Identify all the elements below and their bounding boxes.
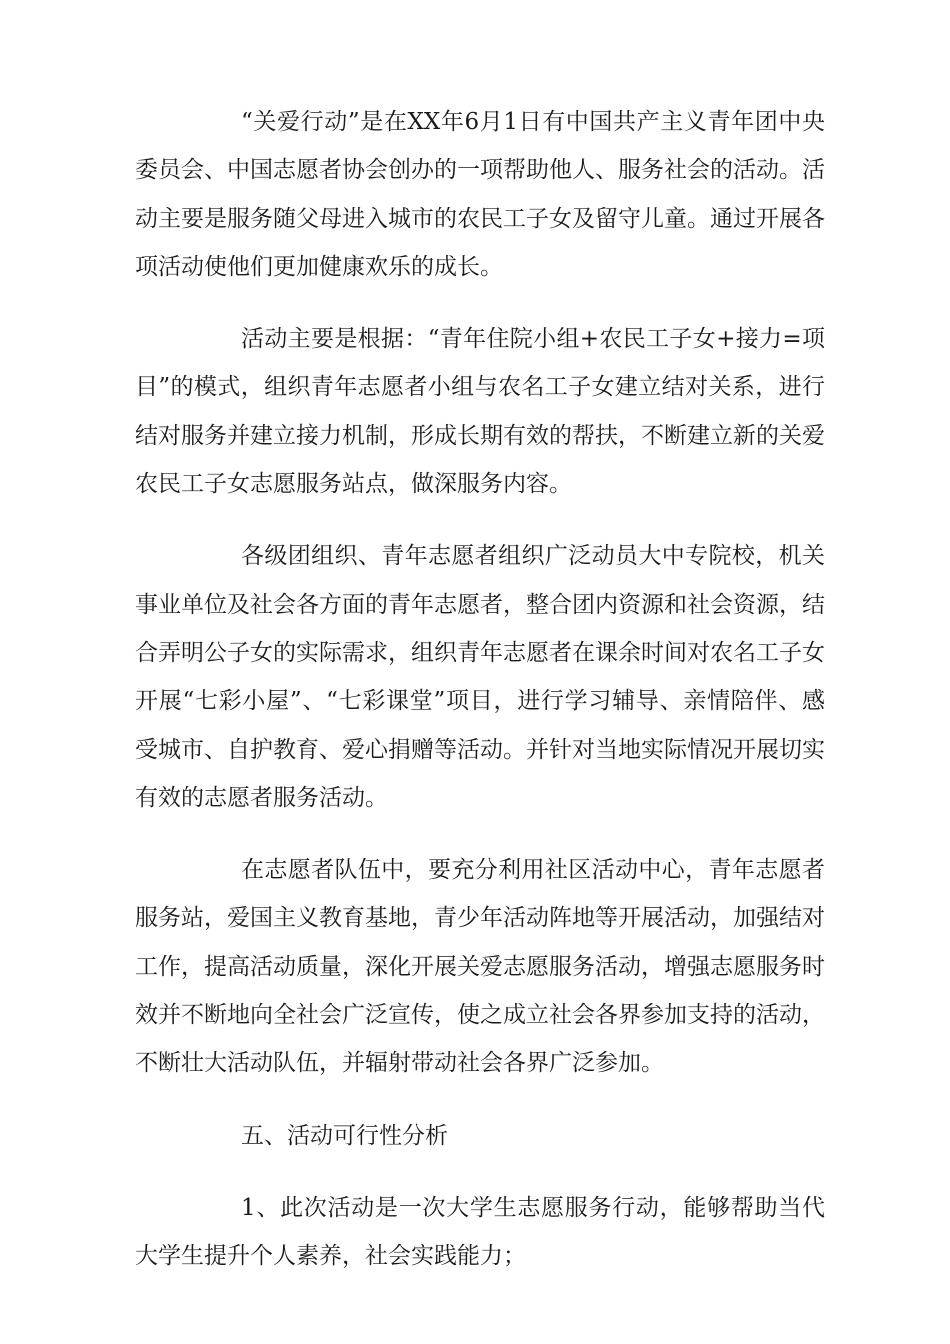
document-body bbox=[135, 98, 825, 1281]
paragraph-care-action-intro: “关爱行动”是在XX年6月1日有中国共产主义青年团中央委员会、中国志愿者协会创办的一项帮助他人、服务社会的活动。活动主要是服务随父母进入城市的农民工子女及留守儿童。通过开展各项活动使他们更加健康欢乐的成长。 bbox=[135, 109, 825, 280]
paragraph-feasibility-point-1: 1、此次活动是一次大学生志愿服务行动，能够帮助当代大学生提升个人素养，社会实践能力； bbox=[135, 1194, 825, 1270]
paragraph-community-resources: 在志愿者队伍中，要充分利用社区活动中心，青年志愿者服务站，爱国主义教育基地，青少年活动阵地等开展活动，加强结对工作，提高活动质量，深化开展关爱志愿服务活动，增强志愿服务时效并不断地向全社会广泛宣传，使之成立社会各界参加支持的活动，不断壮大活动队伍，并辐射带动社会各界广泛参加。 bbox=[135, 857, 825, 1077]
paragraph-activity-model: 活动主要是根据：“青年住院小组+农民工子女+接力=项目”的模式，组织青年志愿者小组与农名工子女建立结对关系，进行结对服务并建立接力机制，形成长期有效的帮扶，不断建立新的关爱农民工子女志愿服务站点，做深服务内容。 bbox=[135, 326, 825, 498]
paragraph-volunteer-mobilization: 各级团组织、青年志愿者组织广泛动员大中专院校，机关事业单位及社会各方面的青年志愿者，整合团内资源和社会资源，结合弄明公子女的实际需求，组织青年志愿者在课余时间对农名工子女开展“七彩小屋”、“七彩课堂”项目，进行学习辅导、亲情陪伴、感受城市、自护教育、爱心捐赠等活动。并针对当地实际情况开展切实有效的志愿者服务活动。 bbox=[135, 543, 825, 811]
section-heading-feasibility: 五、活动可行性分析 bbox=[241, 1122, 448, 1149]
